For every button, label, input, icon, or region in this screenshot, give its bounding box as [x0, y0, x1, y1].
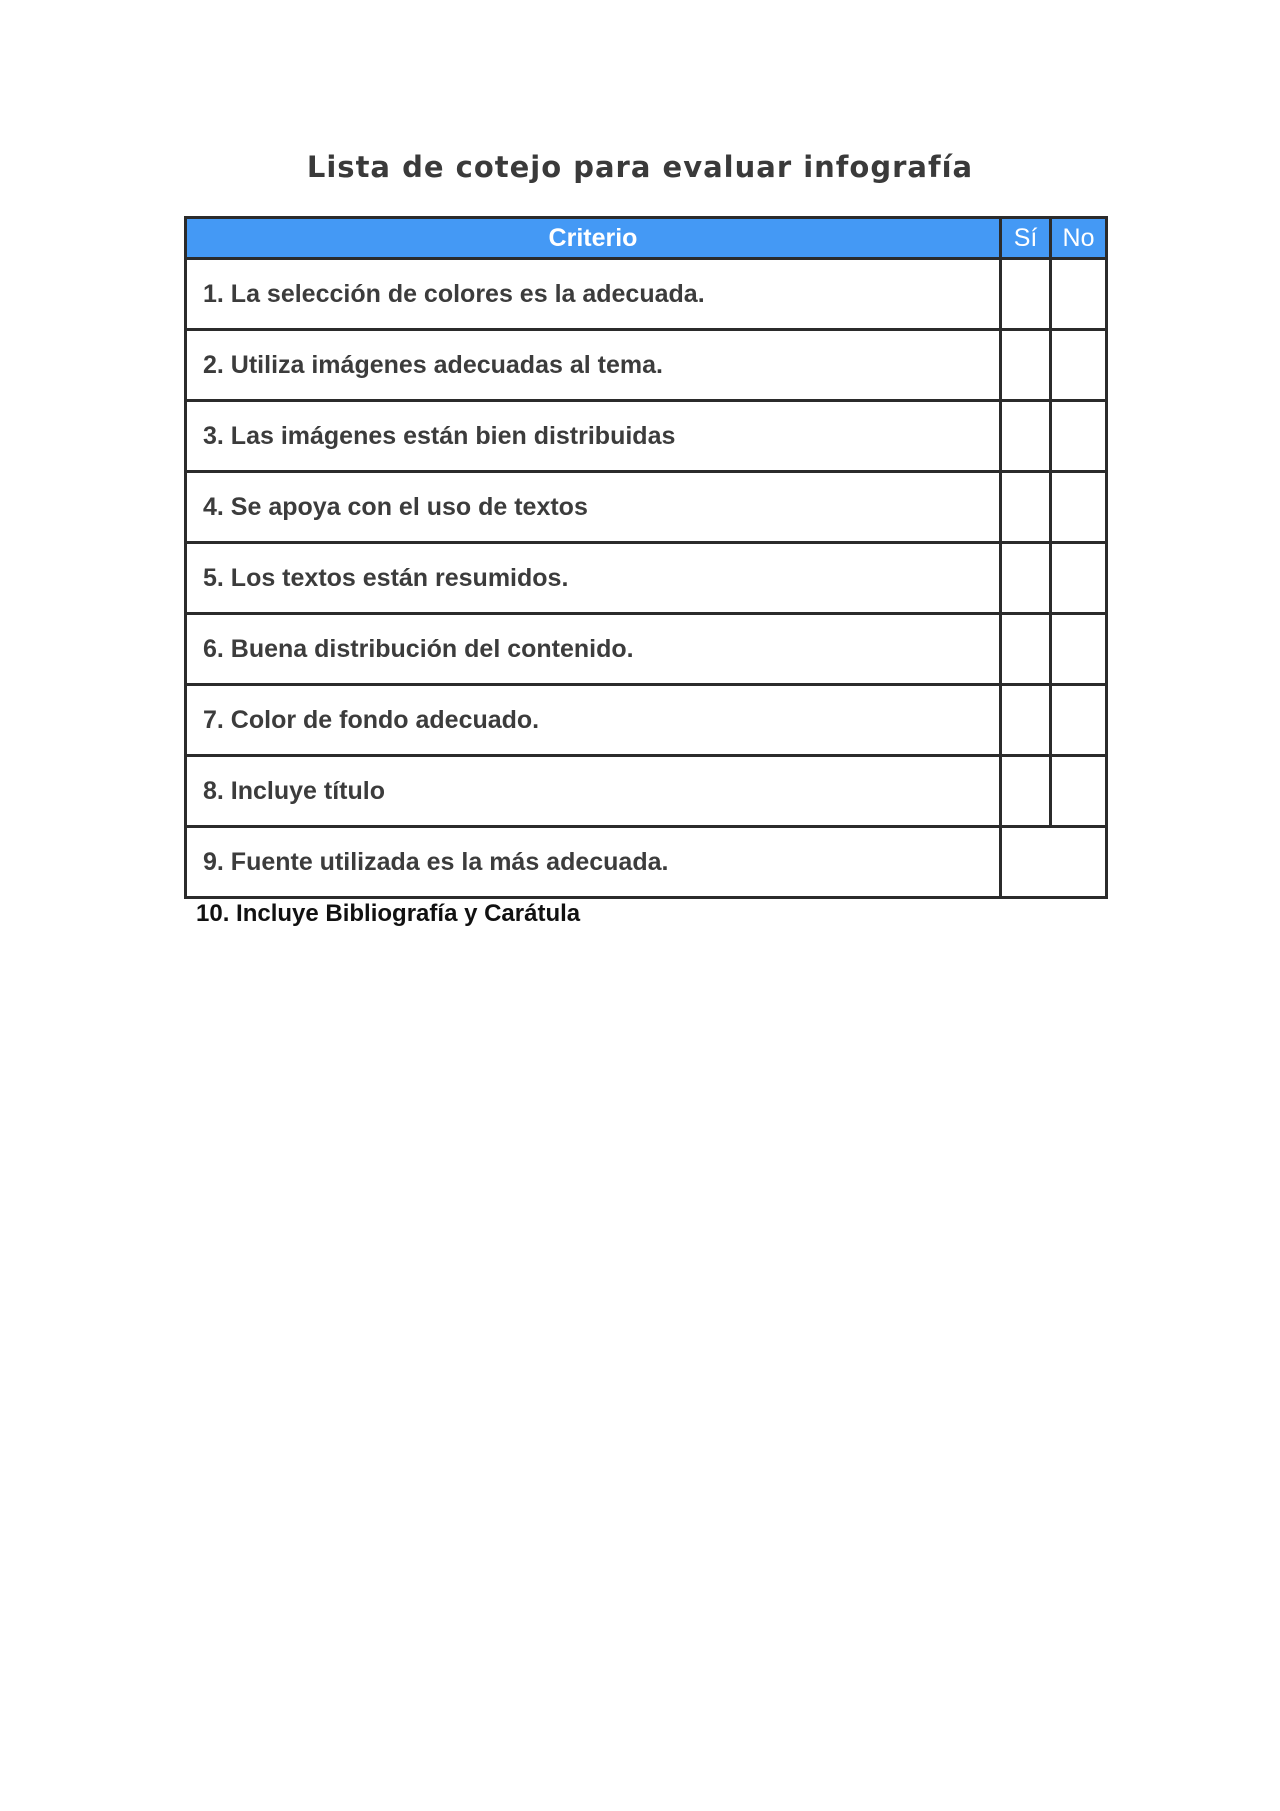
table-row — [186, 614, 1107, 685]
si-cell[interactable] — [1001, 756, 1051, 827]
table-row — [186, 543, 1107, 614]
criterion-label: 5. Los textos están resumidos. — [186, 543, 1001, 614]
header-no: No — [1051, 218, 1107, 259]
table-row — [186, 330, 1107, 401]
table-row — [186, 472, 1107, 543]
checklist-table — [184, 216, 1108, 899]
table-row — [186, 401, 1107, 472]
no-cell[interactable] — [1051, 401, 1107, 472]
table-row — [186, 685, 1107, 756]
si-cell[interactable] — [1001, 543, 1051, 614]
no-cell[interactable] — [1051, 259, 1107, 330]
criterion-label: 7. Color de fondo adecuado. — [186, 685, 1001, 756]
no-cell[interactable] — [1051, 685, 1107, 756]
si-cell[interactable] — [1001, 472, 1051, 543]
table-header-row — [186, 218, 1107, 259]
header-si: Sí — [1001, 218, 1051, 259]
criterion-label: 6. Buena distribución del contenido. — [186, 614, 1001, 685]
table-row — [186, 827, 1107, 898]
si-cell[interactable] — [1001, 259, 1051, 330]
no-cell[interactable] — [1051, 614, 1107, 685]
table-row — [186, 259, 1107, 330]
si-cell[interactable] — [1001, 685, 1051, 756]
no-cell[interactable] — [1051, 330, 1107, 401]
si-cell[interactable] — [1001, 614, 1051, 685]
criterion-label: 2. Utiliza imágenes adecuadas al tema. — [186, 330, 1001, 401]
criterion-label: 1. La selección de colores es la adecuada. — [203, 279, 705, 308]
no-cell[interactable] — [1051, 472, 1107, 543]
criterion-label: 8. Incluye título — [186, 756, 1001, 827]
criterion-label: 3. Las imágenes están bien distribuidas — [186, 401, 1001, 472]
no-cell[interactable] — [1051, 756, 1107, 827]
header-criterio: Criterio — [186, 218, 1001, 259]
table-row — [186, 756, 1107, 827]
criterion-label: 4. Se apoya con el uso de textos — [186, 472, 1001, 543]
no-cell[interactable] — [1051, 543, 1107, 614]
item-10-text: 10. Incluye Bibliografía y Carátula — [196, 900, 581, 927]
criterion-label: 9. Fuente utilizada es la más adecuada. — [186, 827, 1001, 898]
si-cell[interactable] — [1001, 330, 1051, 401]
si-cell[interactable] — [1001, 401, 1051, 472]
page-title: Lista de cotejo para evaluar infografía — [306, 150, 974, 184]
merged-answer-cell[interactable] — [1001, 827, 1107, 898]
